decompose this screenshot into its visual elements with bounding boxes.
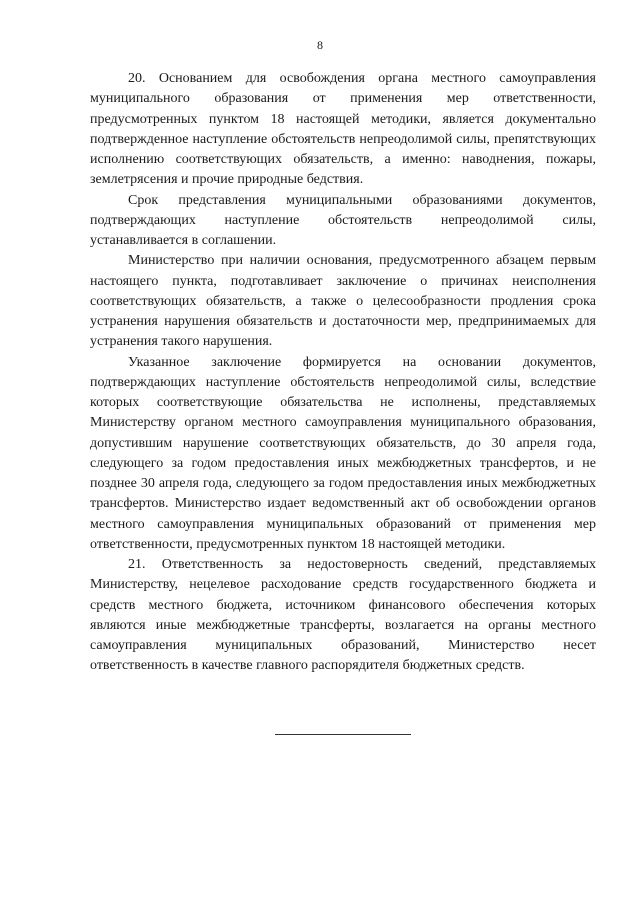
end-separator-line — [275, 734, 411, 735]
paragraph-20: 20. Основанием для освобождения органа местного самоуправления муниципального образования от применения мер ответственности, предусмотренных пунктом 18 настоящей методики, является документально подтвержденное наступление обстоятельств непреодолимой силы, препятствующих исполнению соответствующих обязательств, а именно: наводнения, пожары, землетрясения и прочие природные бедствия. — [90, 71, 596, 188]
paragraph-21: 21. Ответственность за недостоверность сведений, представляемых Министерству, нецелевое расходование средств государственного бюджета и средств местного бюджета, источником финансового обеспечения которых являются иные межбюджетные трансферты, возлагается на органы местного самоуправления муниципальных образований, Министерство несет ответственность в качестве главного распорядителя бюджетных средств. — [90, 557, 596, 674]
paragraph-conclusion-basis: Указанное заключение формируется на основании документов, подтверждающих наступление обстоятельств непреодолимой силы, вследствие которых соответствующие обязательства не исполнены, представляемых Министерству органом местного самоуправления муниципального образования, допустившим нарушение соответствующих обязательств, до 30 апреля года, следующего за годом предоставления иных межбюджетных трансфертов, и не позднее 30 апреля года, следующего за годом предоставления иных межбюджетных трансфертов. Министерство издает ведомственный акт об освобождении органов местного самоуправления муниципальных образований от применения мер ответственности, предусмотренных пунктом 18 настоящей методики. — [90, 354, 596, 552]
document-body — [90, 69, 596, 677]
page-number: 8 — [317, 38, 323, 52]
paragraph-deadline: Срок представления муниципальными образованиями документов, подтверждающих наступление обстоятельств непреодолимой силы, устанавливается в соглашении. — [90, 192, 596, 248]
paragraph-ministry-conclusion: Министерство при наличии основания, предусмотренного абзацем первым настоящего пункта, подготавливает заключение о причинах неисполнения соответствующих обязательств, а также о целесообразности продления срока устранения нарушения обязательств и достаточности мер, предпринимаемых для устранения такого нарушения. — [90, 253, 596, 350]
